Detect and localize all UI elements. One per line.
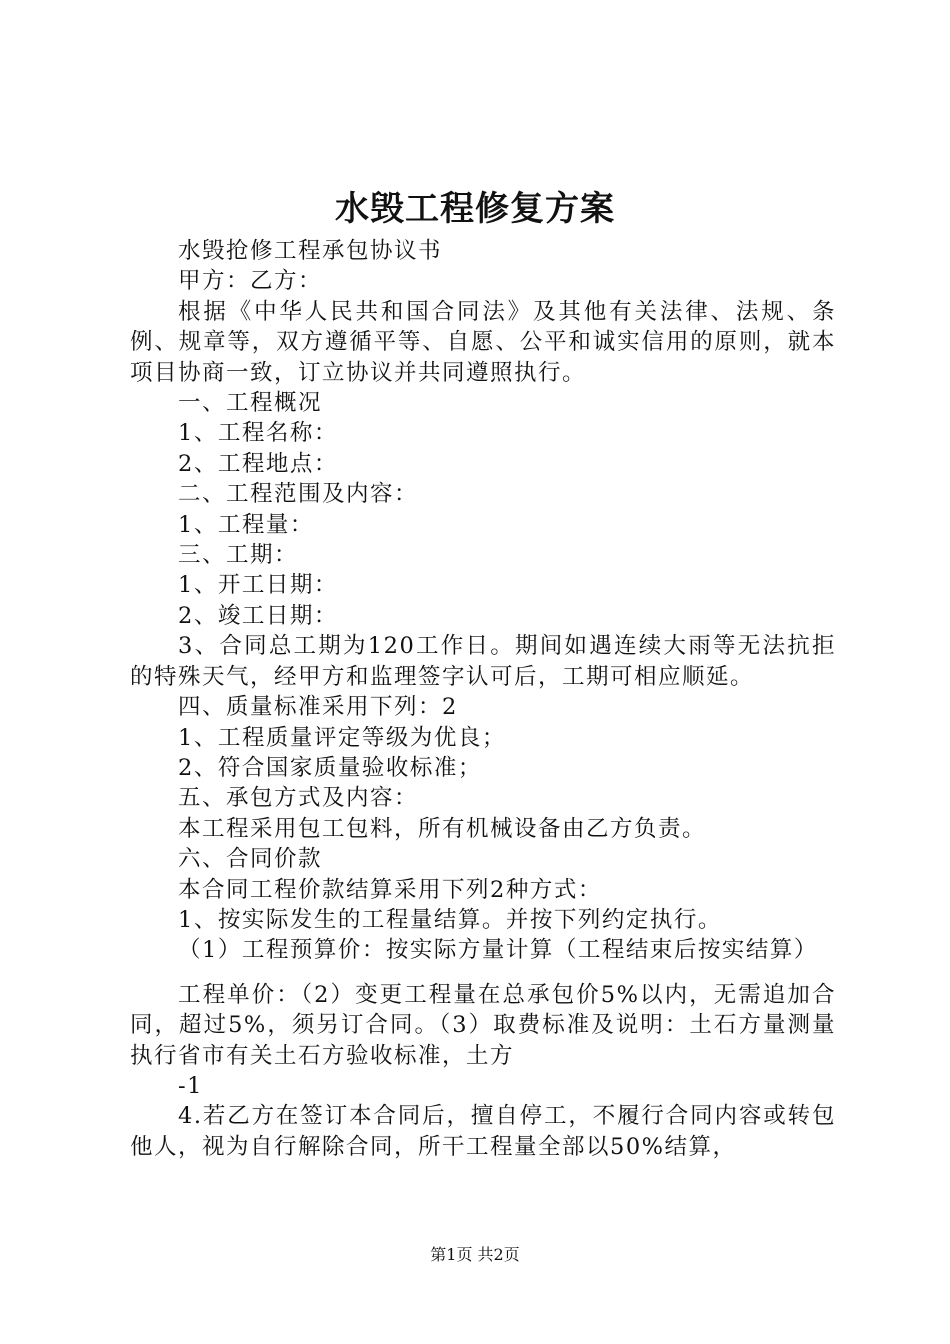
settlement-methods-line: 本合同工程价款结算采用下列2种方式： <box>178 876 602 903</box>
agreement-heading: 水毁抢修工程承包协议书 <box>178 238 443 264</box>
section-3-heading: 三、工期： <box>178 542 299 569</box>
quality-item-1: 1、工程质量评定等级为优良； <box>178 724 506 751</box>
unit-price-paragraph: 工程单价：（2）变更工程量在总承包价5%以内，无需追加合同，超过5%，须另订合同。（3）取费标准及说明：土石方量测量执行省市有关土石方验收标准，土方 <box>130 981 836 1069</box>
section-5-heading: 五、承包方式及内容： <box>178 785 419 812</box>
page-marker: -1 <box>178 1072 203 1099</box>
duration-paragraph: 3、合同总工期为120工作日。期间如遇连续大雨等无法抗拒的特殊天气，经甲方和监理签字认可后，工期可相应顺延。 <box>130 633 836 690</box>
parties-line: 甲方：乙方： <box>178 268 323 295</box>
section-2-heading: 二、工程范围及内容： <box>178 481 419 508</box>
section-6-heading: 六、合同价款 <box>178 846 323 873</box>
breach-clause-paragraph: 4.若乙方在签订本合同后，擅自停工，不履行合同内容或转包他人，视为自行解除合同，所干工程量全部以50%结算， <box>130 1103 836 1160</box>
project-name-line: 1、工程名称： <box>178 420 338 447</box>
section-4-heading: 四、质量标准采用下列：2 <box>178 694 458 721</box>
quality-item-2: 2、符合国家质量验收标准； <box>178 754 482 781</box>
start-date-line: 1、开工日期： <box>178 572 338 599</box>
page-footer: 第1页 共2页 <box>430 1245 520 1264</box>
budget-price-paragraph: （1）工程预算价：按实际方量计算（工程结束后按实结算） <box>178 937 818 964</box>
project-location-line: 2、工程地点： <box>178 450 338 477</box>
settlement-item-1: 1、按实际发生的工程量结算。并按下列约定执行。 <box>178 906 722 933</box>
preamble-paragraph: 根据《中华人民共和国合同法》及其他有关法律、法规、条例、规章等，双方遵循平等、自愿、公平和诚实信用的原则，就本项目协商一致，订立协议并共同遵照执行。 <box>130 298 836 386</box>
document-body <box>130 236 836 1162</box>
completion-date-line: 2、竣工日期： <box>178 602 338 629</box>
section-1-heading: 一、工程概况 <box>178 390 323 417</box>
document-title: 水毁工程修复方案 <box>335 189 615 229</box>
quantity-line: 1、工程量： <box>178 511 314 538</box>
contract-method-line: 本工程采用包工包料，所有机械设备由乙方负责。 <box>178 815 707 842</box>
